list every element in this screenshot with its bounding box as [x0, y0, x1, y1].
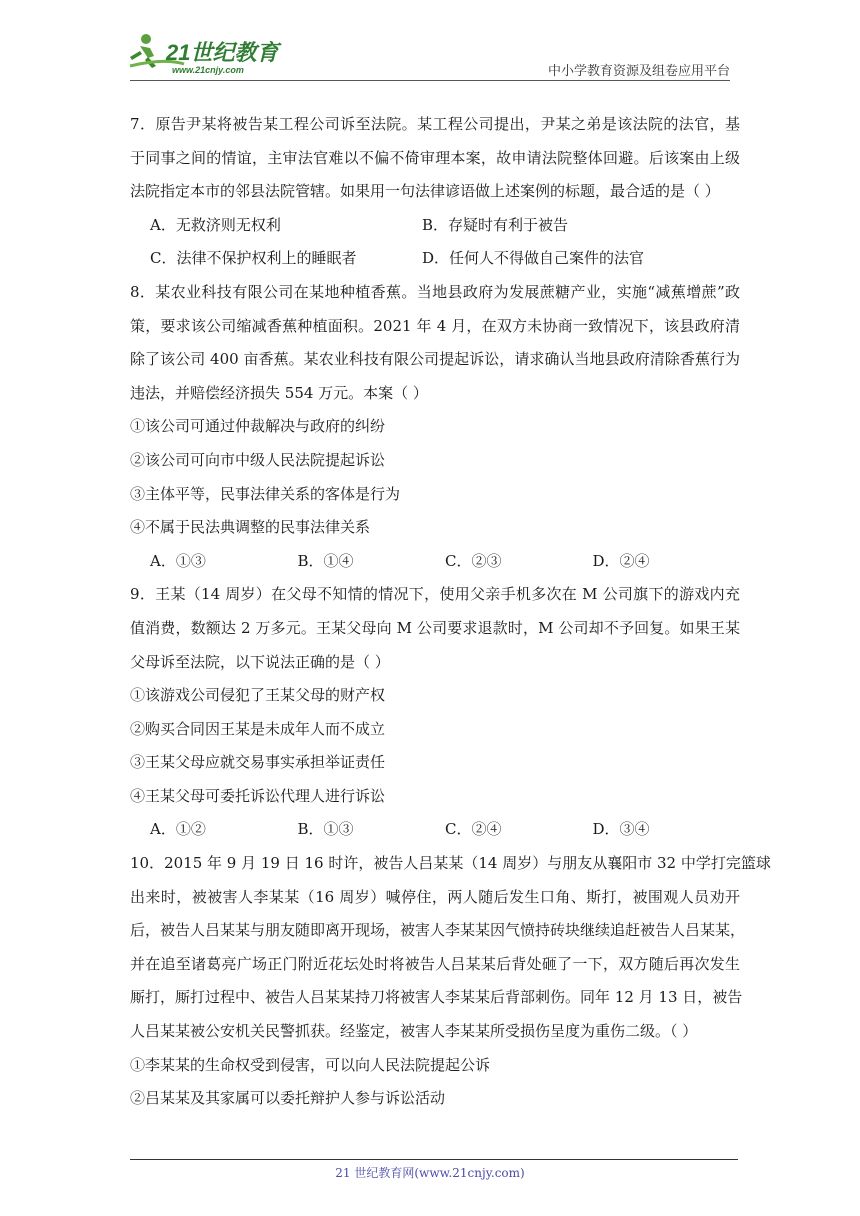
question-stem-line: 于同事之间的情谊，主审法官难以不偏不倚审理本案，故申请法院整体回避。后该案由上级: [130, 148, 740, 167]
question-stem-line: 8．某农业科技有限公司在某地种植香蕉。当地县政府为发展蔗糖产业，实施“减蕉增蔗”政: [130, 282, 740, 301]
footer-text: 21 世纪教育网(www.21cnjy.com): [335, 1166, 525, 1180]
question-10: [130, 847, 771, 1116]
option-c[interactable]: C．②③: [445, 551, 502, 570]
question-stem-line: 9．王某（14 周岁）在父母不知情的情况下，使用父亲手机多次在 M 公司旗下的游戏内充: [130, 585, 740, 604]
option-b[interactable]: B．存疑时有利于被告: [422, 215, 569, 234]
question-stem-line: 10．2015 年 9 月 19 日 16 时许，被告人吕某某（14 周岁）与朋友从襄阳市 32 中学打完篮球: [130, 854, 771, 873]
question-stem-line: 厮打，厮打过程中、被告人吕某某持刀将被害人李某某后背部刺伤。同年 12 月 13 日，被告: [130, 988, 743, 1007]
option-c[interactable]: C．②④: [445, 820, 502, 839]
options-row: [130, 209, 740, 243]
question-stem-line: 法院指定本市的邻县法院管辖。如果用一句法律谚语做上述案例的标题，最合适的是（ ）: [130, 182, 720, 201]
question-stem-line: 违法，并赔偿经济损失 554 万元。本案（ ）: [130, 383, 428, 402]
options-row: [130, 545, 740, 579]
statement-item: ④王某父母可委托诉讼代理人进行诉讼: [130, 786, 386, 805]
question-stem-line: 后，被告人吕某某与朋友随即离开现场，被害人李某某因气愤持砖块继续追赶被告人吕某某，: [130, 921, 746, 940]
option-d[interactable]: D．③④: [592, 820, 650, 839]
question-stem-line: 策，要求该公司缩减香蕉种植面积。2021 年 4 月，在双方未协商一致情况下，该县政府清: [130, 316, 740, 335]
statement-item: ②该公司可向市中级人民法院提起诉讼: [130, 450, 386, 469]
statement-item: ③王某父母应就交易事实承担举证责任: [130, 753, 386, 772]
question-stem-line: 并在追至诸葛亮广场正门附近花坛处时将被告人吕某某后背处砸了一下，双方随后再次发生: [130, 954, 740, 973]
logo-url: www.21cnjy.com: [172, 65, 244, 75]
statement-item: ②购买合同因王某是未成年人而不成立: [130, 719, 386, 738]
question-stem-line: 除了该公司 400 亩香蕉。某农业科技有限公司提起诉讼，请求确认当地县政府清除香蕉行为: [130, 350, 740, 369]
option-a[interactable]: A．无救济则无权利: [150, 215, 281, 234]
page-header: [0, 0, 860, 90]
option-b[interactable]: B．①③: [297, 820, 354, 839]
option-a[interactable]: A．①②: [150, 820, 206, 839]
site-logo: [124, 30, 294, 80]
question-stem-line: 出来时，被被害人李某某（16 周岁）喊停住，两人随后发生口角、斯打，被围观人员劝开: [130, 887, 740, 906]
question-stem-line: 人吕某某被公安机关民警抓获。经鉴定，被害人李某某所受损伤呈度为重伤二级。（ ）: [130, 1022, 698, 1041]
option-d[interactable]: D．任何人不得做自己案件的法官: [422, 249, 645, 268]
question-7: [130, 108, 740, 276]
question-8: [130, 276, 740, 578]
platform-title: 中小学教育资源及组卷应用平台: [547, 64, 730, 79]
statement-item: ④不属于民法典调整的民事法律关系: [130, 518, 371, 537]
statement-item: ②吕某某及其家属可以委托辩护人参与诉讼活动: [130, 1089, 446, 1108]
options-row: [130, 813, 740, 847]
statement-item: ①该公司可通过仲裁解决与政府的纠纷: [130, 417, 386, 436]
question-stem-line: 值消费，数额达 2 万多元。王某父母向 M 公司要求退款时，M 公司却不予回复。如果王某: [130, 618, 740, 637]
question-list: [130, 108, 771, 1116]
options-row: [130, 242, 740, 276]
statement-item: ①该游戏公司侵犯了王某父母的财产权: [130, 686, 386, 705]
footer-divider: [130, 1159, 738, 1160]
header-divider: [130, 80, 730, 81]
statement-item: ①李某某的生命权受到侵害，可以向人民法院提起公诉: [130, 1055, 491, 1074]
statement-item: ③主体平等，民事法律关系的客体是行为: [130, 484, 401, 503]
question-stem-line: 7．原告尹某将被告某工程公司诉至法院。某工程公司提出，尹某之弟是该法院的法官，基: [130, 115, 740, 133]
option-a[interactable]: A．①③: [150, 551, 206, 570]
option-b[interactable]: B．①④: [297, 551, 354, 570]
logo-text: 21世纪教育: [166, 40, 279, 65]
question-9: [130, 578, 740, 847]
option-d[interactable]: D．②④: [592, 551, 650, 570]
question-stem-line: 父母诉至法院，以下说法正确的是（ ）: [130, 652, 390, 671]
option-c[interactable]: C．法律不保护权利上的睡眠者: [150, 249, 357, 268]
